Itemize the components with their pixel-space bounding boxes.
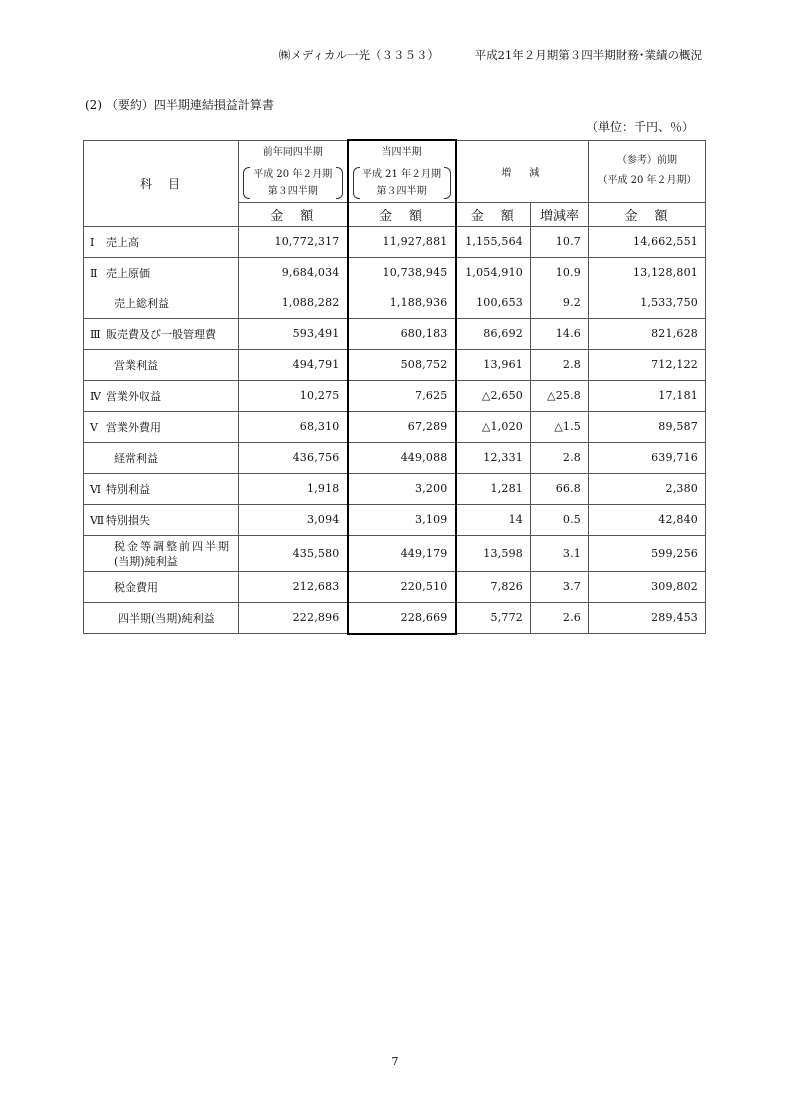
reference-period: （平成 20 年２月期） [597,175,697,186]
reference-amount: 599,256 [589,535,706,571]
row-label [84,288,239,319]
change-rate: 10.9 [531,257,589,288]
row-label [84,442,239,473]
current-quarter-period [353,166,451,200]
table-row [84,602,706,634]
current-amount: 680,183 [348,318,456,349]
row-label-text-line2: (当期)純利益 [114,554,178,568]
current-amount: 228,669 [348,602,456,634]
reference-amount: 42,840 [589,504,706,535]
change-rate: 3.1 [531,535,589,571]
change-amount: 14 [456,504,531,535]
table-row [84,380,706,411]
prev-amount: 68,310 [239,411,348,442]
table-row [84,411,706,442]
table-row [84,288,706,319]
table-row [84,226,706,257]
change-rate: 2.8 [531,349,589,380]
prev-amount: 1,088,282 [239,288,348,319]
page-number: 7 [391,1055,399,1068]
table-row [84,442,706,473]
header-prev-amount: 金 額 [239,202,348,226]
row-label-text: 四半期(当期)純利益 [118,611,215,625]
prev-amount: 494,791 [239,349,348,380]
current-amount: 11,927,881 [348,226,456,257]
table-row [84,318,706,349]
change-amount: 12,331 [456,442,531,473]
row-label-text: 売上高 [106,235,139,249]
prev-quarter-period-line2: 第３四半期 [267,186,318,197]
row-label [84,411,239,442]
reference-amount: 13,128,801 [589,257,706,288]
change-rate: 2.6 [531,602,589,634]
change-amount: 1,155,564 [456,226,531,257]
table-row [84,257,706,288]
change-rate: △25.8 [531,380,589,411]
change-amount: 13,961 [456,349,531,380]
row-label-text: 営業外収益 [106,389,161,403]
current-amount: 449,179 [348,535,456,571]
prev-amount: 436,756 [239,442,348,473]
change-rate: 0.5 [531,504,589,535]
row-label-text: 特別損失 [106,513,150,527]
prev-quarter-title: 前年同四半期 [262,147,323,158]
roman-numeral: Ⅶ [90,513,105,527]
prev-quarter-period [243,166,343,200]
reference-amount: 1,533,750 [589,288,706,319]
header-reference-amount: 金 額 [589,202,706,226]
prev-amount: 10,772,317 [239,226,348,257]
current-amount: 1,188,936 [348,288,456,319]
current-quarter-period-line1: 平成 21 年２月期 [361,169,442,181]
reference-amount: 17,181 [589,380,706,411]
row-label [84,349,239,380]
reference-amount: 639,716 [589,442,706,473]
table-row [84,349,706,380]
prev-amount: 3,094 [239,504,348,535]
header-change [456,140,589,202]
reference-amount: 309,802 [589,571,706,602]
header-prev-quarter [239,140,348,202]
header-change-amount: 金 額 [456,202,531,226]
reference-title: （参考）前期 [617,155,677,166]
roman-numeral: Ⅳ [90,389,101,403]
current-amount: 449,088 [348,442,456,473]
row-label-text: 税金費用 [114,580,158,594]
row-label-text: 税金等調整前四半期 [114,539,231,553]
roman-numeral: Ⅴ [90,420,98,434]
header-reference [589,140,706,202]
current-quarter-period-line2: 第３四半期 [376,186,427,198]
row-label [84,380,239,411]
roman-numeral: Ⅵ [90,482,102,496]
table-row [84,473,706,504]
change-amount: 13,598 [456,535,531,571]
change-amount: △1,020 [456,411,531,442]
reference-amount: 2,380 [589,473,706,504]
roman-numeral: Ⅱ [90,266,98,280]
change-rate: △1.5 [531,411,589,442]
row-label-text: 営業利益 [114,358,158,372]
header-current-quarter [348,140,456,202]
reference-amount: 712,122 [589,349,706,380]
income-statement-table [83,139,706,635]
reference-amount: 821,628 [589,318,706,349]
prev-amount: 9,684,034 [239,257,348,288]
current-amount: 10,738,945 [348,257,456,288]
table-row [84,504,706,535]
row-label [84,571,239,602]
change-rate: 14.6 [531,318,589,349]
company-name: ㈱メディカル一光（３３５３） [278,48,439,62]
change-amount: 100,653 [456,288,531,319]
income-statement-table-wrapper [83,139,705,635]
current-amount: 7,625 [348,380,456,411]
roman-numeral: Ⅲ [90,327,101,341]
change-amount: △2,650 [456,380,531,411]
row-label [84,257,239,288]
row-label-text: 特別利益 [106,482,150,496]
change-amount: 1,281 [456,473,531,504]
prev-amount: 593,491 [239,318,348,349]
report-title: 平成21年２月期第３四半期財務･業績の概況 [474,48,702,62]
row-label [84,535,239,571]
prev-quarter-period-line1: 平成 20 年２月期 [253,169,333,180]
change-rate: 2.8 [531,442,589,473]
page-header [279,47,702,63]
row-label-text: 経常利益 [114,451,158,465]
change-amount: 7,826 [456,571,531,602]
current-amount: 508,752 [348,349,456,380]
row-label [84,602,239,634]
current-quarter-title: 当四半期 [381,147,422,159]
prev-amount: 222,896 [239,602,348,634]
row-label [84,226,239,257]
current-amount: 3,200 [348,473,456,504]
change-rate: 9.2 [531,288,589,319]
change-rate: 3.7 [531,571,589,602]
prev-amount: 10,275 [239,380,348,411]
change-rate: 10.7 [531,226,589,257]
change-amount: 5,772 [456,602,531,634]
change-amount: 86,692 [456,318,531,349]
header-current-amount: 金 額 [348,202,456,226]
row-label [84,318,239,349]
row-label-text: 売上原価 [106,266,150,280]
change-rate: 66.8 [531,473,589,504]
unit-note: （単位：千円、％） [585,120,694,134]
row-label-text: 売上総利益 [114,296,169,310]
header-change-rate: 増減率 [531,202,589,226]
prev-amount: 435,580 [239,535,348,571]
row-label-text: 営業外費用 [106,420,161,434]
current-amount: 3,109 [348,504,456,535]
row-label [84,473,239,504]
reference-amount: 14,662,551 [589,226,706,257]
current-amount: 220,510 [348,571,456,602]
table-row [84,571,706,602]
header-item-label: 科 目 [139,176,182,191]
row-label [84,504,239,535]
roman-numeral: Ⅰ [90,235,95,249]
header-item [84,140,239,226]
section-title: (2) （要約）四半期連結損益計算書 [85,98,274,112]
current-amount: 67,289 [348,411,456,442]
reference-amount: 89,587 [589,411,706,442]
change-amount: 1,054,910 [456,257,531,288]
row-label-text: 販売費及び一般管理費 [106,327,216,341]
change-title: 増 減 [501,167,544,179]
reference-amount: 289,453 [589,602,706,634]
table-row [84,535,706,571]
prev-amount: 212,683 [239,571,348,602]
prev-amount: 1,918 [239,473,348,504]
